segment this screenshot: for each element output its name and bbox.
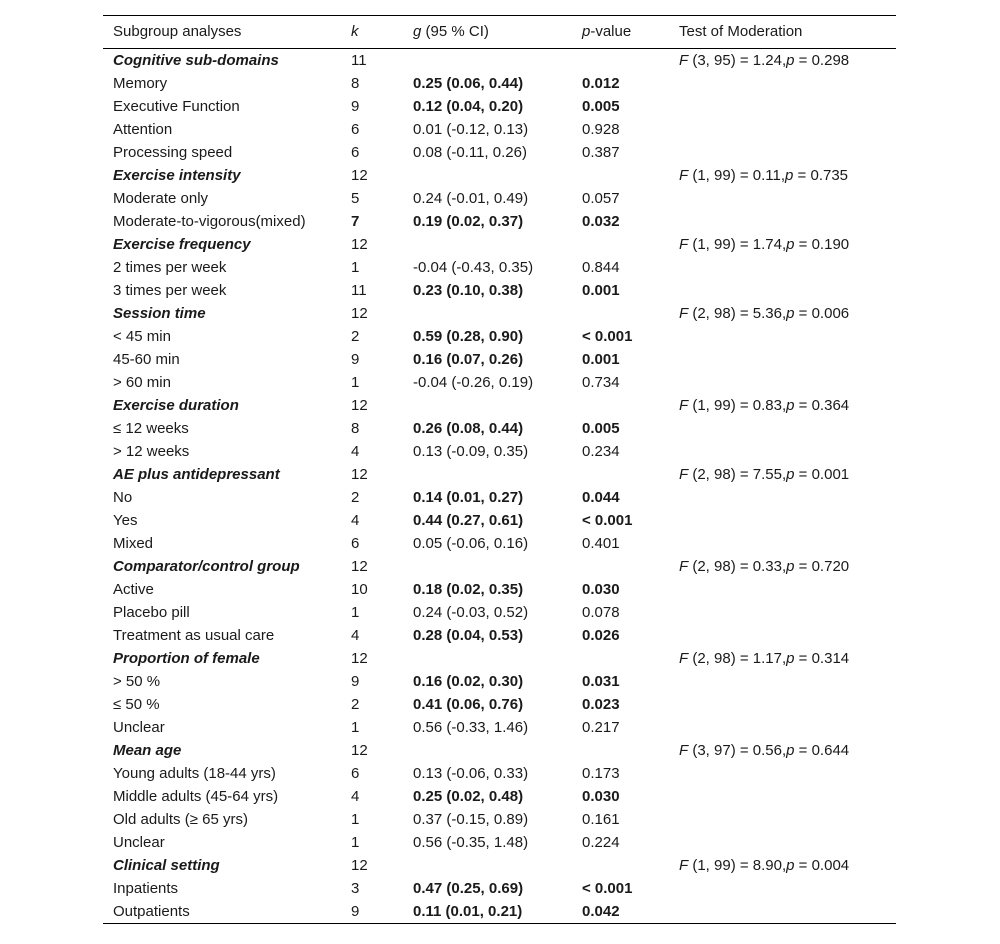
moderation-f-symbol: F	[679, 397, 689, 414]
header-p-label: -value	[590, 23, 632, 40]
row-k: 5	[351, 190, 360, 207]
row-label: Session time	[113, 305, 206, 322]
table-row	[103, 532, 896, 555]
row-effect-size: 0.01 (-0.12, 0.13)	[413, 121, 529, 138]
table-row	[103, 785, 896, 808]
row-p-value: 0.012	[582, 75, 620, 92]
row-p-value: 0.401	[582, 535, 620, 552]
subgroup-analysis-table	[103, 15, 896, 924]
row-label: 45-60 min	[113, 351, 180, 368]
row-k: 6	[351, 535, 360, 552]
subgroup-heading-row	[103, 647, 896, 670]
row-effect-size: 0.14 (0.01, 0.27)	[413, 489, 524, 506]
row-moderation-test	[679, 555, 896, 578]
moderation-p-symbol: p	[786, 305, 795, 322]
table-row	[103, 187, 896, 210]
moderation-f-value: (1, 99) = 0.83,	[688, 397, 787, 414]
row-p-value	[582, 302, 679, 325]
table-row	[103, 417, 896, 440]
row-k: 10	[351, 581, 368, 598]
moderation-p-value: = 0.314	[794, 650, 850, 667]
row-p-value	[582, 463, 679, 486]
row-moderation-test	[679, 49, 896, 72]
row-effect-size: 0.11 (0.01, 0.21)	[413, 903, 523, 920]
row-moderation-test	[679, 900, 896, 923]
row-effect-size: 0.56 (-0.35, 1.48)	[413, 834, 529, 851]
row-k: 9	[351, 903, 360, 920]
row-moderation-test	[679, 72, 896, 95]
row-moderation-test	[679, 371, 896, 394]
row-effect-size: 0.26 (0.08, 0.44)	[413, 420, 524, 437]
row-effect-size	[413, 302, 582, 325]
row-p-value: 0.234	[582, 443, 620, 460]
moderation-p-symbol: p	[786, 52, 795, 69]
row-p-value: 0.734	[582, 374, 620, 391]
moderation-p-symbol: p	[786, 742, 795, 759]
row-moderation-test	[679, 877, 896, 900]
table-row	[103, 670, 896, 693]
row-label: > 12 weeks	[113, 443, 190, 460]
table-row	[103, 831, 896, 854]
row-effect-size: 0.19 (0.02, 0.37)	[413, 213, 524, 230]
row-effect-size: 0.23 (0.10, 0.38)	[413, 282, 524, 299]
row-effect-size	[413, 555, 582, 578]
row-k: 4	[351, 443, 360, 460]
row-moderation-test	[679, 141, 896, 164]
row-label: Exercise duration	[113, 397, 239, 414]
row-effect-size	[413, 49, 582, 72]
row-label: Active	[113, 581, 154, 598]
moderation-p-symbol: p	[786, 650, 795, 667]
row-effect-size: 0.05 (-0.06, 0.16)	[413, 535, 529, 552]
row-effect-size: 0.25 (0.06, 0.44)	[413, 75, 524, 92]
row-label: No	[113, 489, 133, 506]
row-p-value: 0.057	[582, 190, 620, 207]
row-effect-size: 0.13 (-0.06, 0.33)	[413, 765, 529, 782]
row-effect-size: 0.56 (-0.33, 1.46)	[413, 719, 529, 736]
row-p-value	[582, 49, 679, 72]
row-label: Moderate-to-vigorous(mixed)	[113, 213, 306, 230]
row-moderation-test	[679, 348, 896, 371]
row-k: 12	[351, 305, 368, 322]
moderation-p-value: = 0.735	[793, 167, 849, 184]
row-moderation-test	[679, 95, 896, 118]
row-k: 2	[351, 696, 360, 713]
moderation-f-value: (1, 99) = 1.74,	[688, 236, 787, 253]
row-label: Comparator/control group	[113, 558, 300, 575]
row-p-value: 0.844	[582, 259, 620, 276]
row-effect-size: 0.18 (0.02, 0.35)	[413, 581, 524, 598]
row-p-value	[582, 854, 679, 877]
row-effect-size	[413, 394, 582, 417]
row-label: Middle adults (45-64 yrs)	[113, 788, 279, 805]
row-label: Proportion of female	[113, 650, 260, 667]
moderation-p-symbol: p	[786, 857, 795, 874]
row-p-value: 0.044	[582, 489, 620, 506]
row-moderation-test	[679, 233, 896, 256]
subgroup-heading-row	[103, 394, 896, 417]
row-k: 1	[351, 374, 360, 391]
row-k: 12	[351, 742, 368, 759]
row-p-value: 0.032	[582, 213, 620, 230]
row-p-value	[582, 555, 679, 578]
moderation-f-symbol: F	[679, 558, 689, 575]
row-label: Treatment as usual care	[113, 627, 275, 644]
row-moderation-test	[679, 164, 896, 187]
row-k: 1	[351, 811, 360, 828]
row-p-value: 0.005	[582, 420, 620, 437]
row-label: Old adults (≥ 65 yrs)	[113, 811, 248, 828]
moderation-p-value: = 0.644	[794, 742, 850, 759]
row-k: 2	[351, 489, 360, 506]
row-label: Moderate only	[113, 190, 209, 207]
row-k: 12	[351, 857, 368, 874]
row-label: Clinical setting	[113, 857, 220, 874]
table-row	[103, 371, 896, 394]
subgroup-heading-row	[103, 739, 896, 762]
row-effect-size: 0.41 (0.06, 0.76)	[413, 696, 524, 713]
row-moderation-test	[679, 302, 896, 325]
row-k: 12	[351, 466, 368, 483]
header-g-symbol: g	[413, 23, 422, 40]
row-moderation-test	[679, 463, 896, 486]
table-row	[103, 256, 896, 279]
row-k: 9	[351, 673, 360, 690]
table-row	[103, 210, 896, 233]
table-row	[103, 716, 896, 739]
moderation-p-value: = 0.001	[794, 466, 850, 483]
moderation-p-symbol: p	[786, 466, 795, 483]
row-p-value	[582, 233, 679, 256]
moderation-f-value: (1, 99) = 0.11,	[688, 167, 786, 184]
moderation-f-symbol: F	[679, 167, 689, 184]
row-effect-size: -0.04 (-0.26, 0.19)	[413, 374, 534, 391]
moderation-p-symbol: p	[785, 167, 794, 184]
table-row	[103, 624, 896, 647]
moderation-f-value: (2, 98) = 5.36,	[688, 305, 787, 322]
row-label: Mixed	[113, 535, 154, 552]
moderation-f-value: (3, 97) = 0.56,	[688, 742, 787, 759]
subgroup-heading-row	[103, 164, 896, 187]
subgroup-heading-row	[103, 854, 896, 877]
row-moderation-test	[679, 486, 896, 509]
moderation-f-value: (3, 95) = 1.24,	[688, 52, 787, 69]
row-moderation-test	[679, 762, 896, 785]
row-moderation-test	[679, 509, 896, 532]
table-row	[103, 95, 896, 118]
table-row	[103, 578, 896, 601]
row-moderation-test	[679, 808, 896, 831]
row-p-value: 0.042	[582, 903, 620, 920]
row-label: 2 times per week	[113, 259, 227, 276]
row-moderation-test	[679, 279, 896, 302]
row-moderation-test	[679, 256, 896, 279]
table-row	[103, 141, 896, 164]
row-effect-size	[413, 233, 582, 256]
table-row	[103, 486, 896, 509]
subgroup-heading-row	[103, 49, 896, 72]
moderation-p-value: = 0.720	[794, 558, 850, 575]
row-label: Outpatients	[113, 903, 190, 920]
row-effect-size: 0.59 (0.28, 0.90)	[413, 328, 524, 345]
row-effect-size: 0.37 (-0.15, 0.89)	[413, 811, 529, 828]
row-p-value: < 0.001	[582, 512, 633, 529]
row-moderation-test	[679, 716, 896, 739]
row-label: Processing speed	[113, 144, 233, 161]
row-effect-size	[413, 647, 582, 670]
row-effect-size: 0.16 (0.07, 0.26)	[413, 351, 524, 368]
moderation-p-value: = 0.006	[794, 305, 850, 322]
row-k: 11	[351, 282, 367, 299]
moderation-p-symbol: p	[786, 236, 795, 253]
row-p-value	[582, 164, 679, 187]
row-label: Executive Function	[113, 98, 240, 115]
row-label: Unclear	[113, 834, 165, 851]
row-k: 6	[351, 144, 360, 161]
row-label: Exercise frequency	[113, 236, 251, 253]
header-p-value	[582, 16, 679, 48]
table-body	[103, 49, 896, 923]
row-effect-size	[413, 739, 582, 762]
row-moderation-test	[679, 670, 896, 693]
moderation-f-value: (2, 98) = 7.55,	[688, 466, 787, 483]
row-effect-size	[413, 854, 582, 877]
table-row	[103, 808, 896, 831]
row-label: Placebo pill	[113, 604, 190, 621]
row-p-value: 0.224	[582, 834, 620, 851]
row-moderation-test	[679, 785, 896, 808]
row-k: 8	[351, 420, 360, 437]
subgroup-heading-row	[103, 463, 896, 486]
row-k: 11	[351, 52, 367, 69]
row-effect-size: 0.24 (-0.01, 0.49)	[413, 190, 529, 207]
moderation-f-symbol: F	[679, 650, 689, 667]
header-effect-size	[413, 16, 582, 48]
row-label: Inpatients	[113, 880, 179, 897]
row-moderation-test	[679, 440, 896, 463]
row-p-value: 0.005	[582, 98, 620, 115]
row-p-value: 0.387	[582, 144, 620, 161]
row-label: Mean age	[113, 742, 182, 759]
row-k: 12	[351, 558, 368, 575]
moderation-f-symbol: F	[679, 742, 689, 759]
row-moderation-test	[679, 578, 896, 601]
row-k: 9	[351, 98, 360, 115]
row-k: 6	[351, 765, 360, 782]
row-effect-size	[413, 164, 582, 187]
row-effect-size: 0.08 (-0.11, 0.26)	[413, 144, 527, 161]
row-moderation-test	[679, 532, 896, 555]
row-moderation-test	[679, 210, 896, 233]
row-effect-size: 0.47 (0.25, 0.69)	[413, 880, 524, 897]
row-moderation-test	[679, 739, 896, 762]
row-k: 3	[351, 880, 360, 897]
moderation-f-value: (1, 99) = 8.90,	[688, 857, 787, 874]
header-subgroup: Subgroup analyses	[113, 23, 242, 40]
row-k: 4	[351, 627, 360, 644]
row-label: Yes	[113, 512, 138, 529]
row-p-value: 0.001	[582, 282, 620, 299]
moderation-f-value: (2, 98) = 0.33,	[688, 558, 787, 575]
moderation-p-symbol: p	[786, 397, 795, 414]
row-moderation-test	[679, 118, 896, 141]
row-moderation-test	[679, 601, 896, 624]
row-label: AE plus antidepressant	[113, 466, 280, 483]
moderation-p-value: = 0.004	[794, 857, 850, 874]
row-effect-size: 0.12 (0.04, 0.20)	[413, 98, 524, 115]
row-moderation-test	[679, 647, 896, 670]
row-label: Cognitive sub-domains	[113, 52, 279, 69]
row-label: ≤ 12 weeks	[113, 420, 189, 437]
row-p-value: 0.001	[582, 351, 620, 368]
moderation-p-value: = 0.190	[794, 236, 850, 253]
row-p-value: 0.023	[582, 696, 620, 713]
row-effect-size: 0.25 (0.02, 0.48)	[413, 788, 524, 805]
row-p-value: < 0.001	[582, 328, 633, 345]
table-row	[103, 440, 896, 463]
row-p-value: 0.030	[582, 788, 620, 805]
row-effect-size	[413, 463, 582, 486]
table-row	[103, 762, 896, 785]
row-p-value	[582, 739, 679, 762]
row-moderation-test	[679, 854, 896, 877]
table-row	[103, 693, 896, 716]
row-k: 4	[351, 788, 360, 805]
moderation-p-symbol: p	[786, 558, 795, 575]
header-p-symbol: p	[582, 23, 591, 40]
table-header-row	[103, 16, 896, 49]
moderation-p-value: = 0.364	[794, 397, 850, 414]
row-p-value: 0.217	[582, 719, 620, 736]
table-row	[103, 325, 896, 348]
row-label: Exercise intensity	[113, 167, 241, 184]
row-label: > 60 min	[113, 374, 171, 391]
header-k: k	[351, 23, 359, 40]
row-k: 1	[351, 604, 360, 621]
row-moderation-test	[679, 624, 896, 647]
row-moderation-test	[679, 187, 896, 210]
row-k: 1	[351, 834, 360, 851]
table-row	[103, 900, 896, 923]
row-moderation-test	[679, 831, 896, 854]
table-row	[103, 601, 896, 624]
row-moderation-test	[679, 325, 896, 348]
header-moderation: Test of Moderation	[679, 23, 803, 40]
row-label: 3 times per week	[113, 282, 227, 299]
moderation-p-value: = 0.298	[794, 52, 850, 69]
subgroup-heading-row	[103, 233, 896, 256]
row-p-value: 0.173	[582, 765, 620, 782]
row-k: 1	[351, 259, 360, 276]
row-p-value: < 0.001	[582, 880, 633, 897]
row-effect-size: 0.13 (-0.09, 0.35)	[413, 443, 529, 460]
row-label: < 45 min	[113, 328, 171, 345]
row-k: 12	[351, 167, 368, 184]
row-label: > 50 %	[113, 673, 161, 690]
row-moderation-test	[679, 417, 896, 440]
moderation-f-symbol: F	[679, 52, 689, 69]
row-moderation-test	[679, 394, 896, 417]
row-k: 2	[351, 328, 360, 345]
row-effect-size: -0.04 (-0.43, 0.35)	[413, 259, 534, 276]
row-k: 8	[351, 75, 360, 92]
table-row	[103, 279, 896, 302]
row-k: 12	[351, 397, 368, 414]
table-row	[103, 509, 896, 532]
moderation-f-value: (2, 98) = 1.17,	[688, 650, 787, 667]
subgroup-heading-row	[103, 555, 896, 578]
row-p-value: 0.031	[582, 673, 620, 690]
row-k: 6	[351, 121, 360, 138]
row-effect-size: 0.24 (-0.03, 0.52)	[413, 604, 529, 621]
row-k: 9	[351, 351, 360, 368]
row-p-value: 0.928	[582, 121, 620, 138]
row-k: 1	[351, 719, 360, 736]
table-row	[103, 348, 896, 371]
row-effect-size: 0.28 (0.04, 0.53)	[413, 627, 524, 644]
row-k: 4	[351, 512, 360, 529]
row-p-value: 0.078	[582, 604, 620, 621]
moderation-f-symbol: F	[679, 466, 689, 483]
header-ci-label: (95 % CI)	[421, 23, 489, 40]
moderation-f-symbol: F	[679, 305, 689, 322]
row-k: 12	[351, 236, 368, 253]
row-p-value: 0.026	[582, 627, 620, 644]
row-effect-size: 0.44 (0.27, 0.61)	[413, 512, 524, 529]
row-k: 12	[351, 650, 368, 667]
moderation-f-symbol: F	[679, 236, 689, 253]
row-label: ≤ 50 %	[113, 696, 160, 713]
row-p-value	[582, 647, 679, 670]
row-moderation-test	[679, 693, 896, 716]
row-effect-size: 0.16 (0.02, 0.30)	[413, 673, 524, 690]
row-label: Young adults (18-44 yrs)	[113, 765, 276, 782]
row-label: Memory	[113, 75, 168, 92]
row-p-value	[582, 394, 679, 417]
subgroup-heading-row	[103, 302, 896, 325]
row-p-value: 0.030	[582, 581, 620, 598]
table-row	[103, 72, 896, 95]
moderation-f-symbol: F	[679, 857, 689, 874]
row-label: Attention	[113, 121, 173, 138]
row-p-value: 0.161	[582, 811, 620, 828]
table-row	[103, 118, 896, 141]
table-row	[103, 877, 896, 900]
row-k: 7	[351, 213, 360, 230]
row-label: Unclear	[113, 719, 165, 736]
